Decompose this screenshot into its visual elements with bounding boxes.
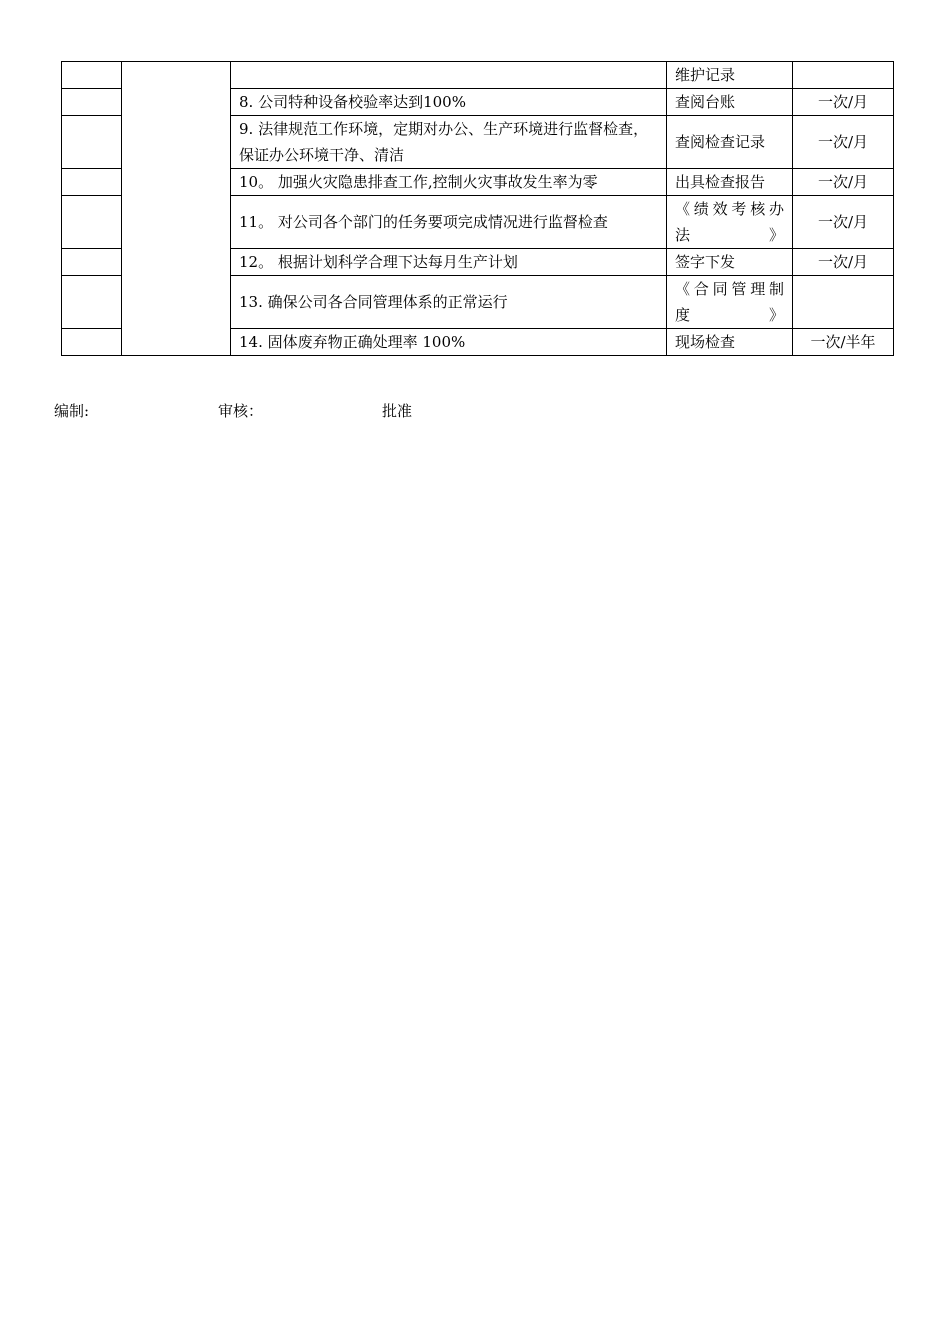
frequency-cell: 一次/半年 — [793, 329, 894, 356]
table-cell — [62, 116, 122, 169]
table-cell — [62, 196, 122, 249]
method-cell: 《合同管理制度》 — [667, 276, 793, 329]
content-cell: 14. 固体废弃物正确处理率 100% — [231, 329, 667, 356]
method-cell: 查阅检查记录 — [667, 116, 793, 169]
method-cell: 出具检查报告 — [667, 169, 793, 196]
content-cell — [231, 62, 667, 89]
table-cell-merged — [122, 62, 231, 356]
content-cell: 9. 法律规范工作环境，定期对办公、生产环境进行监督检查，保证办公环境干净、清洁 — [231, 116, 667, 169]
table-cell — [62, 249, 122, 276]
work-standard-table — [61, 61, 894, 356]
table-cell — [62, 276, 122, 329]
frequency-cell: 一次/月 — [793, 249, 894, 276]
frequency-cell — [793, 62, 894, 89]
frequency-cell — [793, 276, 894, 329]
content-cell: 11。 对公司各个部门的任务要项完成情况进行监督检查 — [231, 196, 667, 249]
frequency-cell: 一次/月 — [793, 116, 894, 169]
table-row — [62, 62, 894, 89]
prepared-by-label: 编制: — [54, 402, 90, 420]
reviewed-by-label: 审核： — [218, 402, 264, 420]
frequency-cell: 一次/月 — [793, 169, 894, 196]
content-cell: 8. 公司特种设备校验率达到100% — [231, 89, 667, 116]
content-cell: 10。 加强火灾隐患排查工作,控制火灾事故发生率为零 — [231, 169, 667, 196]
method-cell: 签字下发 — [667, 249, 793, 276]
method-cell: 现场检查 — [667, 329, 793, 356]
approved-by-label: 批准 — [382, 402, 413, 420]
frequency-cell: 一次/月 — [793, 196, 894, 249]
table-cell — [62, 62, 122, 89]
table-cell — [62, 169, 122, 196]
method-cell: 《绩效考核办法》 — [667, 196, 793, 249]
method-cell: 维护记录 — [667, 62, 793, 89]
frequency-cell: 一次/月 — [793, 89, 894, 116]
content-cell: 13. 确保公司各合同管理体系的正常运行 — [231, 276, 667, 329]
table-cell — [62, 329, 122, 356]
table-cell — [62, 89, 122, 116]
method-cell: 查阅台账 — [667, 89, 793, 116]
content-cell: 12。 根据计划科学合理下达每月生产计划 — [231, 249, 667, 276]
